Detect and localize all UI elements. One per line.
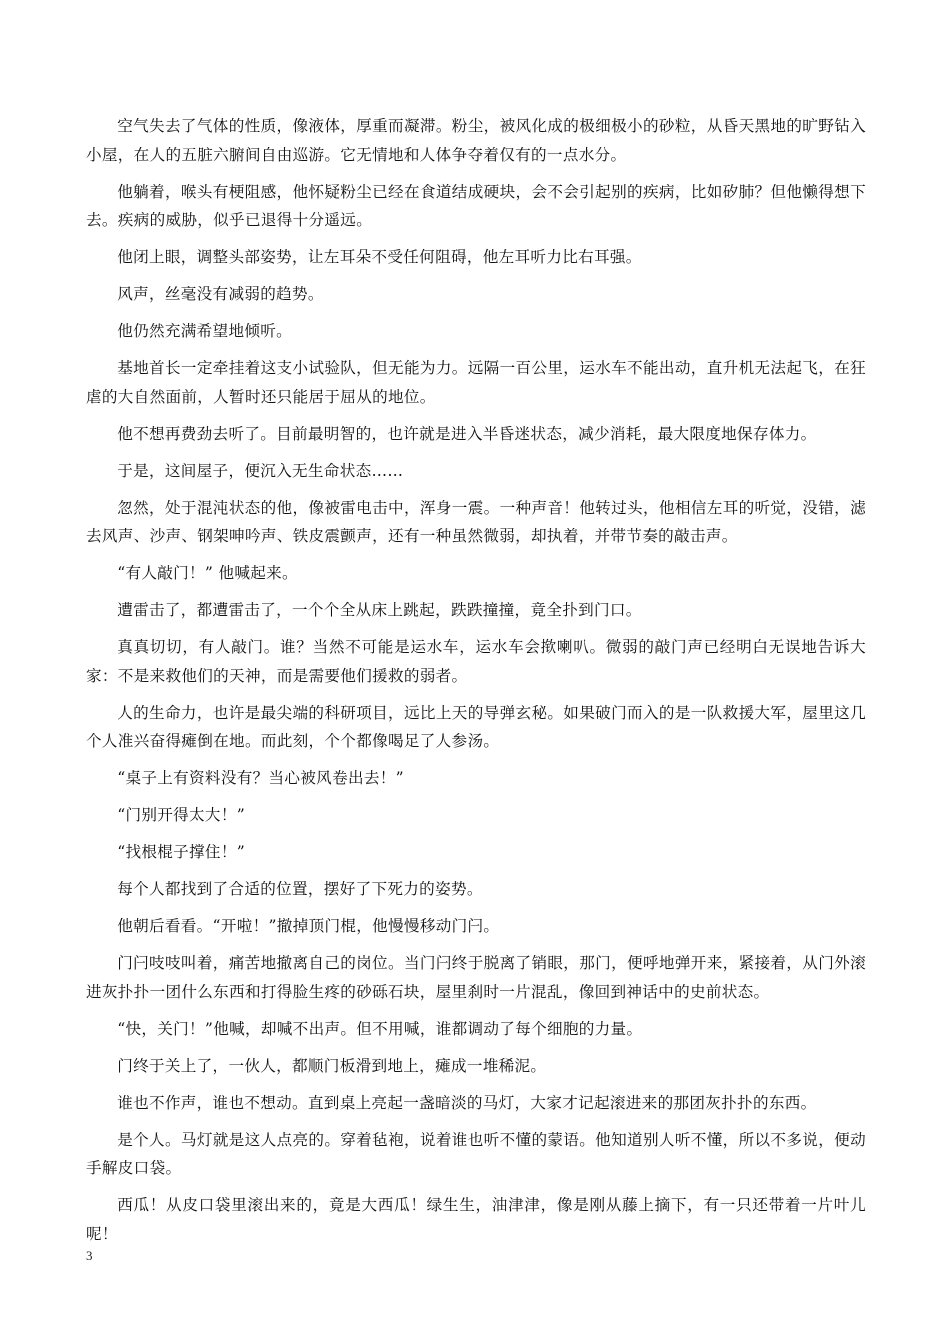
paragraph: 他不想再费劲去听了。目前最明智的，也许就是进入半昏迷状态，减少消耗，最大限度地保存体力。	[117, 424, 817, 443]
page-number: 3	[86, 1248, 93, 1263]
paragraph: 于是，这间屋子，便沉入无生命状态……	[117, 461, 404, 480]
paragraph: 他躺着，喉头有梗阻感，他怀疑粉尘已经在食道结成硬块，会不会引起别的疾病，比如矽肺？但他懒得想下去。疾病的威胁，似乎已退得十分遥远。	[86, 182, 866, 229]
paragraph: 风声，丝毫没有减弱的趋势。	[117, 285, 324, 303]
paragraph: 遭雷击了，都遭雷击了，一个个全从床上跳起，跌跌撞撞，竟全扑到门口。	[117, 601, 642, 619]
paragraph: 基地首长一定牵挂着这支小试验队，但无能为力。远隔一百公里，运水车不能出动，直升机无法起飞，在狂虐的大自然面前，人暂时还只能居于屈从的地位。	[86, 359, 866, 406]
paragraph: “有人敲门！” 他喊起来。	[117, 564, 298, 582]
paragraph: 他仍然充满希望地倾听。	[117, 322, 293, 340]
paragraph: 西瓜！从皮口袋里滚出来的，竟是大西瓜！绿生生，油津津，像是刚从藤上摘下，有一只还带着一片叶儿呢！	[86, 1196, 866, 1243]
page-body	[86, 112, 866, 1257]
paragraph: 真真切切，有人敲门。谁？当然不可能是运水车，运水车会揿喇叭。微弱的敲门声已经明白无误地告诉大家：不是来救他们的天神，而是需要他们援救的弱者。	[86, 638, 866, 685]
paragraph: “门别开得太大！”	[117, 806, 245, 824]
paragraph: 他闭上眼，调整头部姿势，让左耳朵不受任何阻碍，他左耳听力比右耳强。	[117, 248, 642, 266]
paragraph: 他朝后看看。“开啦！”撤掉顶门棍，他慢慢移动门闩。	[117, 917, 500, 935]
paragraph: 空气失去了气体的性质，像液体，厚重而凝滞。粉尘，被风化成的极细极小的砂粒，从昏天黑地的旷野钻入小屋，在人的五脏六腑间自由巡游。它无情地和人体争夺着仅有的一点水分。	[86, 117, 866, 164]
paragraph: 门终于关上了，一伙人，都顺门板滑到地上，瘫成一堆稀泥。	[117, 1056, 547, 1075]
paragraph: 每个人都找到了合适的位置，摆好了下死力的姿势。	[117, 880, 483, 898]
paragraph: 忽然，处于混沌状态的他，像被雷电击中，浑身一震。一种声音！他转过头，他相信左耳的听觉，没错，滤去风声、沙声、钢架呻吟声、铁皮震颤声，还有一种虽然微弱，却执着，并带节奏的敲击声。	[86, 498, 866, 545]
paragraph: 谁也不作声，谁也不想动。直到桌上亮起一盏暗淡的马灯，大家才记起滚进来的那团灰扑扑的东西。	[117, 1093, 817, 1112]
paragraph: 门闩吱吱叫着，痛苦地撤离自己的岗位。当门闩终于脱离了销眼，那门，便呼地弹开来，紧接着，从门外滚进灰扑扑一团什么东西和打得脸生疼的砂砾石块，屋里刹时一片混乱，像回到神话中的史前状态。	[86, 954, 866, 1001]
paragraph: “找根棍子撑住！”	[117, 843, 245, 861]
paragraph: “桌子上有资料没有？当心被风卷出去！”	[117, 769, 404, 787]
paragraph: “快，关门！”他喊，却喊不出声。但不用喊，谁都调动了每个细胞的力量。	[117, 1019, 643, 1038]
paragraph: 是个人。马灯就是这人点亮的。穿着毡袍，说着谁也听不懂的蒙语。他知道别人听不懂，所以不多说，便动手解皮口袋。	[86, 1130, 866, 1177]
paragraph: 人的生命力，也许是最尖端的科研项目，远比上天的导弹玄秘。如果破门而入的是一队救援大军，屋里这几个人准兴奋得瘫倒在地。而此刻，个个都像喝足了人参汤。	[86, 703, 866, 750]
